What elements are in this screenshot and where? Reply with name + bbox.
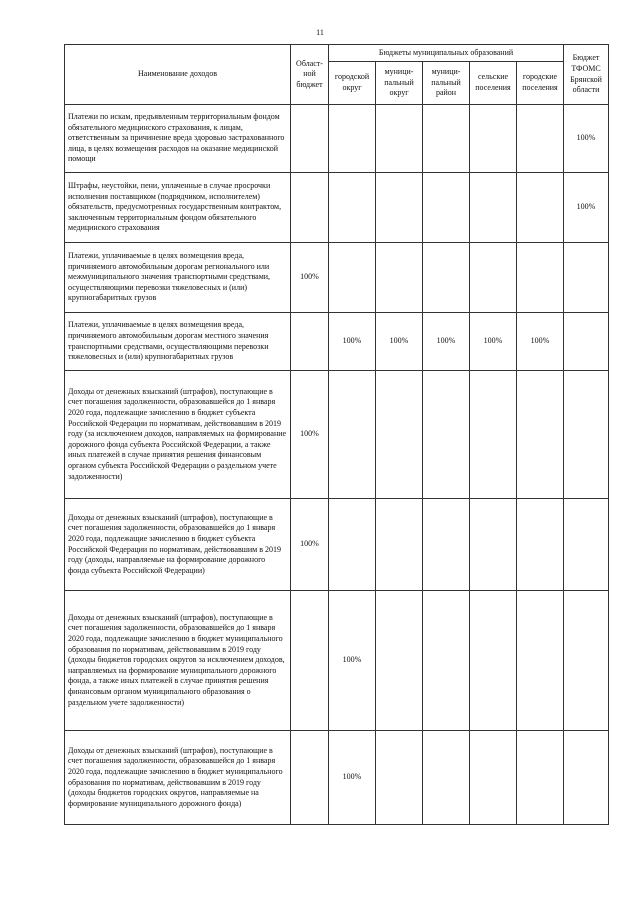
regional-value-cell <box>291 313 329 371</box>
city-district-value-cell <box>329 105 376 173</box>
page-number: 11 <box>316 28 324 37</box>
tfoms-value-cell <box>564 243 609 313</box>
income-name-cell: Доходы от денежных взысканий (штрафов), поступающие в счет погашения задолженности, образовавшейся до 1 января 2020 года, подлежащие зачислению в бюджет муниципального образования по нормативам, действовавшим в 2019 году (доходы бюджетов городских округов за исключением доходов, направляемых на формирование муниципального дорожного фонда, а также иных платежей в случае принятия решения финансовым органом муниципального образования о раздельном учете задолженности) <box>65 591 291 731</box>
rural-value-cell <box>470 499 517 591</box>
tfoms-value-cell <box>564 371 609 499</box>
header-rural-settlements <box>470 62 517 105</box>
header-regional-budget <box>291 45 329 105</box>
municipal-area-value-cell <box>423 591 470 731</box>
urban-value-cell <box>517 731 564 825</box>
city-district-value-cell: 100% <box>329 731 376 825</box>
header-tfoms-budget-text: Бюджет ТФОМС Брянской области <box>570 53 602 95</box>
regional-value-cell: 100% <box>291 499 329 591</box>
city-district-value-cell: 100% <box>329 591 376 731</box>
header-regional-budget-text: Област- ной бюджет <box>296 58 323 89</box>
municipal-district-value-cell <box>376 591 423 731</box>
tfoms-value-cell: 100% <box>564 105 609 173</box>
tfoms-value-cell <box>564 313 609 371</box>
table-row <box>65 499 609 591</box>
header-city-district-text: городской округ <box>334 72 370 92</box>
city-district-value-cell <box>329 371 376 499</box>
urban-value-cell <box>517 499 564 591</box>
table-row <box>65 173 609 243</box>
city-district-value-cell: 100% <box>329 313 376 371</box>
regional-value-cell <box>291 105 329 173</box>
header-municipal-district <box>376 62 423 105</box>
municipal-district-value-cell <box>376 105 423 173</box>
urban-value-cell <box>517 173 564 243</box>
tfoms-value-cell: 100% <box>564 173 609 243</box>
municipal-area-value-cell <box>423 105 470 173</box>
header-income-name: Наименование доходов <box>65 45 291 105</box>
table-row <box>65 313 609 371</box>
header-municipal-area <box>423 62 470 105</box>
rural-value-cell <box>470 105 517 173</box>
city-district-value-cell <box>329 173 376 243</box>
rural-value-cell: 100% <box>470 313 517 371</box>
municipal-area-value-cell <box>423 243 470 313</box>
income-name-cell: Платежи, уплачиваемые в целях возмещения вреда, причиняемого автомобильным дорогам регионального или межмуниципального значения транспортными средствами, осуществляющими перевозки тяжеловесных и (или) крупногабаритных грузов <box>65 243 291 313</box>
table-row <box>65 243 609 313</box>
regional-value-cell <box>291 731 329 825</box>
municipal-district-value-cell <box>376 371 423 499</box>
rural-value-cell <box>470 243 517 313</box>
rural-value-cell <box>470 173 517 243</box>
regional-value-cell <box>291 591 329 731</box>
regional-value-cell: 100% <box>291 243 329 313</box>
municipal-district-value-cell <box>376 731 423 825</box>
header-row-top <box>65 45 609 62</box>
income-name-cell: Доходы от денежных взысканий (штрафов), поступающие в счет погашения задолженности, образовавшейся до 1 января 2020 года, подлежащие зачислению в бюджет муниципального образования по нормативам, действовавшим в 2019 году (доходы бюджетов городских округов, направляемые на формирование муниципального дорожного фонда) <box>65 731 291 825</box>
income-name-cell: Штрафы, неустойки, пени, уплаченные в случае просрочки исполнения поставщиком (подрядчиком, исполнителем) обязательств, предусмотренных государственным контрактом, заключенным территориальным фондом обязательного медицинского страхования <box>65 173 291 243</box>
regional-value-cell: 100% <box>291 371 329 499</box>
city-district-value-cell <box>329 243 376 313</box>
income-name-cell: Платежи по искам, предъявленным территориальным фондом обязательного медицинского страхования, к лицам, ответственным за причинение вреда здоровью застрахованного лица, в целях возмещения расходов на оказание медицинской помощи <box>65 105 291 173</box>
municipal-district-value-cell <box>376 499 423 591</box>
rural-value-cell <box>470 371 517 499</box>
income-name-cell: Доходы от денежных взысканий (штрафов), поступающие в счет погашения задолженности, образовавшейся до 1 января 2020 года, подлежащие зачислению в бюджет субъекта Российской Федерации по нормативам, действовавшим в 2019 году (за исключением доходов, направляемых на формирование дорожного фонда субъекта Российской Федерации, а также иных платежей в случае принятия решения финансовым органом субъекта Российской Федерации о раздельном учете задолженности) <box>65 371 291 499</box>
urban-value-cell <box>517 105 564 173</box>
tfoms-value-cell <box>564 591 609 731</box>
header-tfoms-budget <box>564 45 609 105</box>
regional-value-cell <box>291 173 329 243</box>
municipal-district-value-cell: 100% <box>376 313 423 371</box>
urban-value-cell <box>517 371 564 499</box>
header-urban-settlements-text: городские поселения <box>522 72 558 92</box>
header-municipal-district-text: муници- пальный округ <box>384 67 414 98</box>
header-city-district <box>329 62 376 105</box>
urban-value-cell: 100% <box>517 313 564 371</box>
header-rural-settlements-text: сельские поселения <box>475 72 511 92</box>
table-row <box>65 731 609 825</box>
municipal-district-value-cell <box>376 243 423 313</box>
income-name-cell: Доходы от денежных взысканий (штрафов), поступающие в счет погашения задолженности, образовавшейся до 1 января 2020 года, подлежащие зачислению в бюджет субъекта Российской Федерации по нормативам, действовавшим в 2019 году (доходы, направляемые на формирование дорожного фонда субъекта Российской Федерации) <box>65 499 291 591</box>
municipal-area-value-cell <box>423 173 470 243</box>
table-row <box>65 591 609 731</box>
municipal-area-value-cell <box>423 499 470 591</box>
header-municipal-area-text: муници- пальный район <box>431 67 461 98</box>
rural-value-cell <box>470 591 517 731</box>
header-municipal-budgets: Бюджеты муниципальных образований <box>329 45 564 62</box>
tfoms-value-cell <box>564 499 609 591</box>
table-row <box>65 371 609 499</box>
income-name-cell: Платежи, уплачиваемые в целях возмещения вреда, причиняемого автомобильным дорогам местного значения транспортными средствами, осуществляющими перевозки тяжеловесных и (или) крупногабаритных грузов <box>65 313 291 371</box>
urban-value-cell <box>517 243 564 313</box>
city-district-value-cell <box>329 499 376 591</box>
municipal-area-value-cell: 100% <box>423 313 470 371</box>
municipal-area-value-cell <box>423 731 470 825</box>
table-row <box>65 105 609 173</box>
header-urban-settlements <box>517 62 564 105</box>
municipal-district-value-cell <box>376 173 423 243</box>
urban-value-cell <box>517 591 564 731</box>
tfoms-value-cell <box>564 731 609 825</box>
municipal-area-value-cell <box>423 371 470 499</box>
income-distribution-table <box>64 44 609 825</box>
rural-value-cell <box>470 731 517 825</box>
